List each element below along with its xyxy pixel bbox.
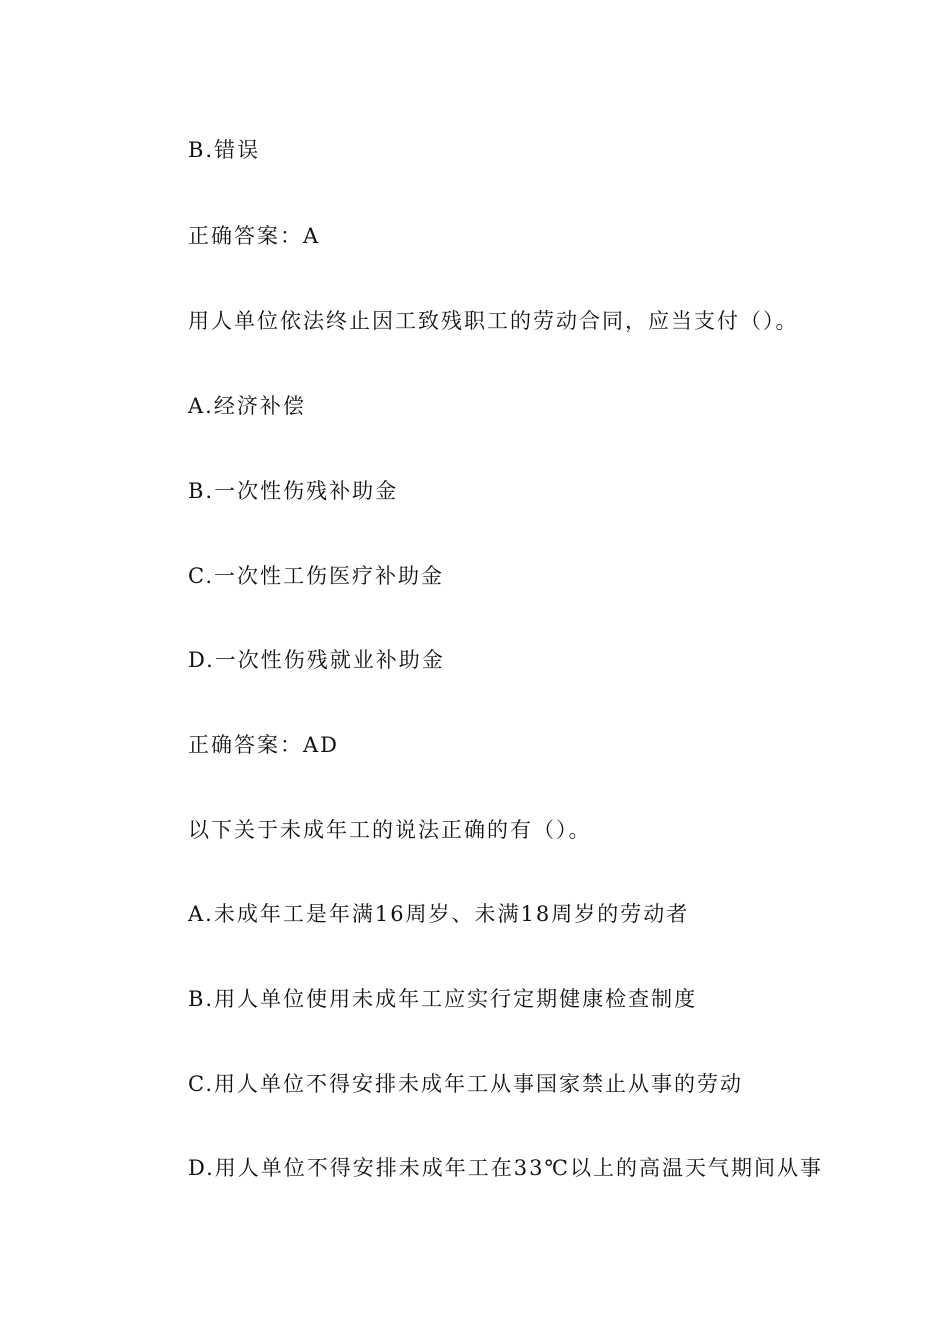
prev-option-b: B.错误 [188, 138, 261, 162]
q3-option-a: A.未成年工是年满16周岁、未满18周岁的劳动者 [188, 902, 690, 926]
q3-option-c: C.用人单位不得安排未成年工从事国家禁止从事的劳动 [188, 1072, 743, 1096]
q2-option-b: B.一次性伤残补助金 [188, 479, 399, 503]
question-3: 以下关于未成年工的说法正确的有（）。 [188, 818, 592, 842]
q2-option-a: A.经济补偿 [188, 394, 306, 418]
q3-option-b: B.用人单位使用未成年工应实行定期健康检查制度 [188, 987, 698, 1011]
q2-option-c: C.一次性工伤医疗补助金 [188, 564, 444, 588]
answer-line-1: 正确答案：A [188, 224, 321, 248]
q2-option-d: D.一次性伤残就业补助金 [188, 648, 445, 672]
q3-option-d: D.用人单位不得安排未成年工在33℃以上的高温天气期间从事 [188, 1156, 823, 1180]
answer-line-2: 正确答案：AD [188, 733, 340, 757]
question-2: 用人单位依法终止因工致残职工的劳动合同，应当支付（）。 [188, 309, 799, 333]
